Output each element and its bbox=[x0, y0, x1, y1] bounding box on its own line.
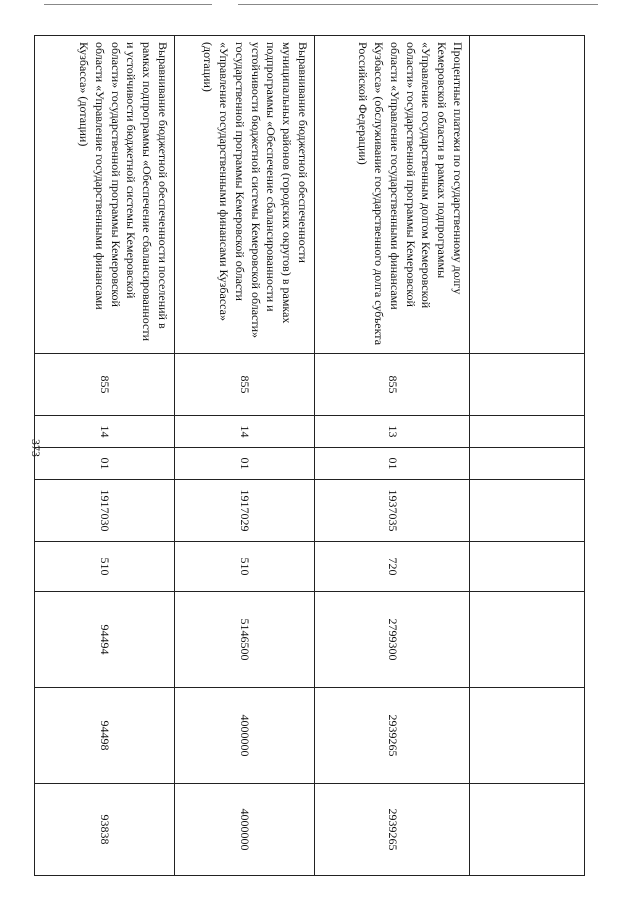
header-rule bbox=[238, 4, 598, 5]
table-row bbox=[315, 36, 470, 876]
subsection-code: 01 bbox=[35, 448, 175, 480]
table-cell-empty bbox=[470, 354, 585, 416]
table-cell-empty bbox=[470, 448, 585, 480]
section-code: 14 bbox=[35, 416, 175, 448]
target-article-code: 1937035 bbox=[315, 480, 470, 542]
ministry-code: 855 bbox=[315, 354, 470, 416]
row-description: Процентные платежи по государственному долгу Кемеровской области в рамках подпрограммы «Управление государственным долгом Кемеровской области» государственной программы Кемеровской области «Управление государственными финансами Кузбасса» (обслуживание государственного долга субъекта Российской Федерации) bbox=[315, 36, 470, 354]
table-cell-empty bbox=[470, 542, 585, 592]
amount-year-3: 4000000 bbox=[175, 784, 315, 876]
ministry-code: 855 bbox=[35, 354, 175, 416]
budget-table-rotated bbox=[35, 35, 585, 875]
table-cell-empty bbox=[470, 480, 585, 542]
row-description: Выравнивание бюджетной обеспеченности муниципальных районов (городских округов) в рамках подпрограммы «Обеспечение сбалансированности и устойчивости бюджетной системы Кемеровской области» государственной программы Кемеровской области «Управление государственными финансами Кузбасса» (дотации) bbox=[175, 36, 315, 354]
table-row bbox=[175, 36, 315, 876]
budget-table bbox=[34, 35, 585, 876]
table-cell-empty bbox=[470, 416, 585, 448]
table-row bbox=[35, 36, 175, 876]
table-cell-empty bbox=[470, 688, 585, 784]
amount-year-1: 94494 bbox=[35, 592, 175, 688]
section-code: 13 bbox=[315, 416, 470, 448]
amount-year-1: 5146500 bbox=[175, 592, 315, 688]
expense-kind-code: 510 bbox=[175, 542, 315, 592]
amount-year-3: 2939265 bbox=[315, 784, 470, 876]
target-article-code: 1917029 bbox=[175, 480, 315, 542]
expense-kind-code: 720 bbox=[315, 542, 470, 592]
amount-year-3: 93838 bbox=[35, 784, 175, 876]
table-cell-empty bbox=[470, 592, 585, 688]
target-article-code: 1917030 bbox=[35, 480, 175, 542]
table-row bbox=[470, 36, 585, 876]
amount-year-2: 4000000 bbox=[175, 688, 315, 784]
section-code: 14 bbox=[175, 416, 315, 448]
amount-year-2: 94498 bbox=[35, 688, 175, 784]
subsection-code: 01 bbox=[315, 448, 470, 480]
header-rule bbox=[44, 4, 212, 5]
amount-year-1: 2799300 bbox=[315, 592, 470, 688]
ministry-code: 855 bbox=[175, 354, 315, 416]
page-number: 373 bbox=[29, 439, 44, 457]
table-cell-empty bbox=[470, 784, 585, 876]
amount-year-2: 2939265 bbox=[315, 688, 470, 784]
table-cell-empty bbox=[470, 36, 585, 354]
expense-kind-code: 510 bbox=[35, 542, 175, 592]
row-description: Выравнивание бюджетной обеспеченности поселений в рамках подпрограммы «Обеспечение сбалансированности и устойчивости бюджетной системы Кемеровской области» государственной программы Кемеровской области «Управление государственными финансами Кузбасса» (дотации) bbox=[35, 36, 175, 354]
subsection-code: 01 bbox=[175, 448, 315, 480]
